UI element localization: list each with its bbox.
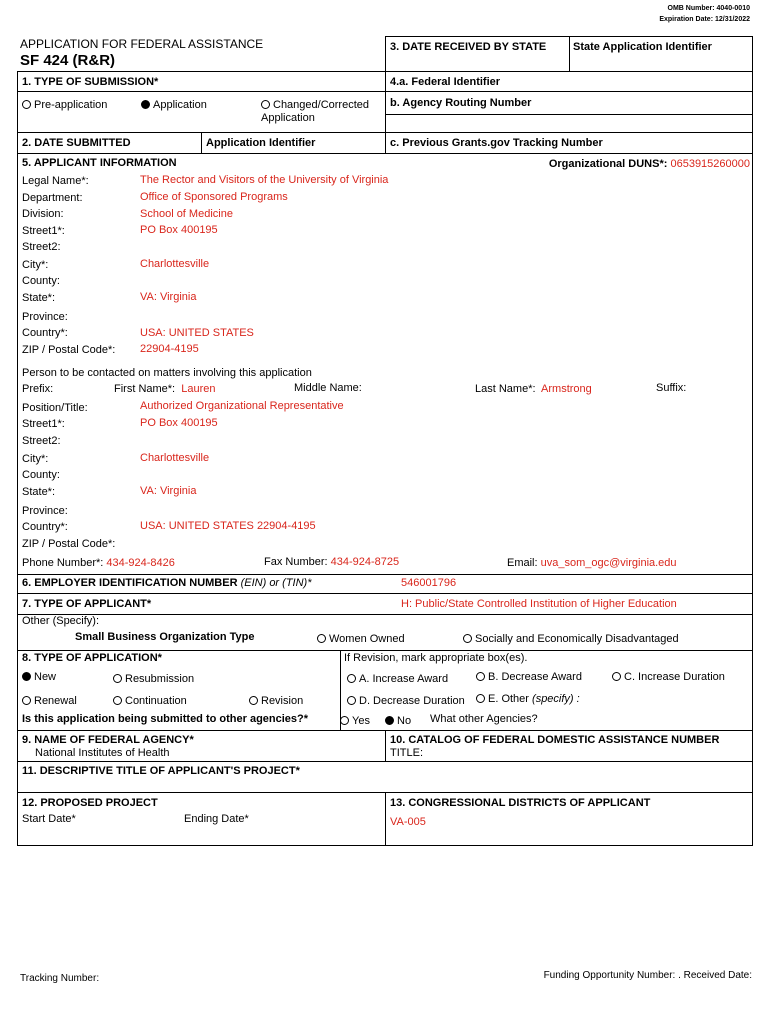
federal-agency-label: 9. NAME OF FEDERAL AGENCY* (22, 734, 194, 746)
cfda-label: 10. CATALOG OF FEDERAL DOMESTIC ASSISTANCE NUMBER (390, 734, 720, 746)
rule (385, 730, 386, 761)
checkbox-disadvantaged[interactable] (463, 633, 679, 645)
radio-icon (476, 694, 485, 703)
previous-tracking-label: c. Previous Grants.gov Tracking Number (390, 137, 603, 149)
rule (17, 650, 753, 651)
expiration-date: Expiration Date: 12/31/2022 (659, 16, 750, 23)
women-owned-label: Women Owned (329, 633, 405, 645)
contact-state-label: State*: (22, 486, 56, 498)
radio-yes[interactable] (340, 715, 370, 727)
radio-icon (22, 696, 31, 705)
divider-col (385, 36, 386, 154)
radio-resubmission[interactable] (113, 673, 194, 685)
radio-selected-icon (141, 100, 150, 109)
duns-value: 0653915260000 (670, 158, 750, 170)
federal-identifier-label: 4.a. Federal Identifier (390, 76, 501, 88)
email-label: Email: (507, 557, 538, 569)
contact-street2-label: Street2: (22, 435, 61, 447)
contact-street1-value: PO Box 400195 (140, 417, 218, 429)
fax-value: 434-924-8725 (330, 556, 400, 568)
new-label: New (34, 671, 57, 683)
congressional-districts-value: VA-005 (390, 816, 426, 828)
changed-label: Changed/Corrected (273, 99, 370, 111)
form-title: APPLICATION FOR FEDERAL ASSISTANCE (20, 37, 264, 51)
preapplication-label: Pre-application (34, 99, 108, 111)
frame-right (752, 36, 753, 846)
other-specify-label: Other (Specify): (22, 615, 100, 627)
country-label: Country*: (22, 327, 68, 339)
rule (17, 845, 753, 846)
radio-icon (261, 100, 270, 109)
zip-value: 22904-4195 (140, 343, 199, 355)
rule (17, 71, 753, 72)
continuation-label: Continuation (125, 695, 187, 707)
checkbox-decrease-duration[interactable] (347, 695, 465, 707)
contact-city-value: Charlottesville (140, 452, 210, 464)
department-label: Department: (22, 192, 83, 204)
radio-icon (249, 696, 258, 705)
first-name-field (114, 383, 216, 395)
radio-icon (113, 696, 122, 705)
divider-state (569, 36, 570, 72)
omb-number: OMB Number: 4040-0010 (667, 5, 750, 12)
no-label: No (397, 715, 412, 727)
applicant-type-label: 7. TYPE OF APPLICANT* (22, 598, 152, 610)
fax-label: Fax Number: (264, 556, 328, 568)
revision-note: If Revision, mark appropriate box(es). (344, 652, 528, 664)
start-date-label: Start Date* (22, 813, 76, 825)
other-specify-label: (specify) : (532, 693, 580, 705)
proposed-project-label: 12. PROPOSED PROJECT (22, 797, 158, 809)
first-name-label: First Name*: (114, 383, 176, 395)
yes-label: Yes (352, 715, 370, 727)
city-label: City*: (22, 259, 49, 271)
radio-icon (113, 674, 122, 683)
radio-icon (22, 100, 31, 109)
radio-icon (463, 634, 472, 643)
rule (17, 614, 753, 615)
middle-name-label: Middle Name: (294, 382, 362, 394)
street1-label: Street1*: (22, 225, 65, 237)
last-name-label: Last Name*: (475, 383, 536, 395)
rule (17, 761, 753, 762)
radio-no[interactable] (385, 715, 411, 727)
contact-city-label: City*: (22, 453, 49, 465)
revision-label: Revision (261, 695, 304, 707)
state-app-id-label: State Application Identifier (573, 41, 712, 53)
contact-country-value: USA: UNITED STATES 22904-4195 (140, 520, 316, 532)
date-received-label: 3. DATE RECEIVED BY STATE (390, 41, 547, 53)
other-agencies-question: Is this application being submitted to other agencies?* (22, 713, 309, 725)
contact-state-value: VA: Virginia (140, 485, 197, 497)
province-label: Province: (22, 311, 68, 323)
rule (17, 593, 753, 594)
checkbox-decrease-award[interactable] (476, 671, 582, 683)
radio-icon (612, 672, 621, 681)
rule (385, 114, 753, 115)
legal-name-label: Legal Name*: (22, 175, 89, 187)
radio-selected-icon (22, 672, 31, 681)
street2-label: Street2: (22, 241, 61, 253)
rule (17, 153, 753, 154)
county-label: County: (22, 275, 60, 287)
radio-renewal[interactable] (22, 695, 77, 707)
contact-zip-label: ZIP / Postal Code*: (22, 538, 116, 550)
radio-revision[interactable] (249, 695, 303, 707)
application-type-label: 8. TYPE OF APPLICATION* (22, 652, 162, 664)
decrease-duration-label: D. Decrease Duration (359, 695, 465, 707)
checkbox-other[interactable] (476, 693, 580, 705)
ein-label (22, 577, 311, 589)
what-other-agencies-label: What other Agencies? (430, 713, 538, 725)
first-name-value: Lauren (181, 383, 216, 395)
radio-icon (347, 696, 356, 705)
ein-label-sub: (EIN) or (TIN)* (240, 577, 312, 589)
contact-street1-label: Street1*: (22, 418, 65, 430)
checkbox-women-owned[interactable] (317, 633, 405, 645)
suffix-label: Suffix: (656, 382, 687, 394)
department-value: Office of Sponsored Programs (140, 191, 288, 203)
radio-icon (340, 716, 349, 725)
contact-county-label: County: (22, 469, 60, 481)
application-identifier-label: Application Identifier (206, 137, 316, 149)
duns-label: Organizational DUNS*: (548, 158, 668, 170)
sbo-type-label: Small Business Organization Type (75, 631, 255, 643)
rule (17, 574, 753, 575)
end-date-label: Ending Date* (184, 813, 249, 825)
last-name-value: Armstrong (541, 383, 592, 395)
applicant-type-value: H: Public/State Controlled Institution of Higher Education (401, 598, 677, 610)
prefix-label: Prefix: (22, 383, 54, 395)
position-label: Position/Title: (22, 402, 88, 414)
disadvantaged-label: Socially and Economically Disadvantaged (475, 633, 679, 645)
street1-value: PO Box 400195 (140, 224, 218, 236)
state-label: State*: (22, 292, 56, 304)
renewal-label: Renewal (34, 695, 77, 707)
decrease-award-label: B. Decrease Award (488, 671, 582, 683)
cfda-title-label: TITLE: (390, 747, 424, 759)
radio-selected-icon (385, 716, 394, 725)
checkbox-increase-award[interactable] (347, 673, 448, 685)
funding-opportunity-label: Funding Opportunity Number: . Received Date: (543, 970, 752, 981)
email-value: uva_som_ogc@virginia.edu (540, 557, 677, 569)
radio-application[interactable] (141, 99, 207, 111)
contact-heading: Person to be contacted on matters involving this application (22, 367, 312, 379)
country-value: USA: UNITED STATES (140, 327, 254, 339)
checkbox-increase-duration[interactable] (612, 671, 725, 683)
project-title-label: 11. DESCRIPTIVE TITLE OF APPLICANT'S PROJECT* (22, 765, 300, 777)
email-field (507, 557, 677, 569)
division-label: Division: (22, 208, 64, 220)
division-value: School of Medicine (140, 208, 233, 220)
ein-value: 546001796 (401, 577, 457, 589)
state-value: VA: Virginia (140, 291, 197, 303)
legal-name-value: The Rector and Visitors of the University of Virginia (140, 174, 389, 186)
submission-type-label: 1. TYPE OF SUBMISSION* (22, 76, 159, 88)
phone-label: Phone Number*: (22, 557, 104, 569)
federal-agency-value: National Institutes of Health (35, 747, 170, 759)
ein-label-main: 6. EMPLOYER IDENTIFICATION NUMBER (22, 577, 238, 589)
phone-field (22, 557, 175, 569)
radio-changed[interactable] (261, 99, 369, 111)
radio-continuation[interactable] (113, 695, 187, 707)
radio-icon (476, 672, 485, 681)
fax-field (264, 556, 399, 568)
rule (17, 132, 753, 133)
contact-province-label: Province: (22, 505, 68, 517)
rule (17, 91, 753, 92)
congressional-districts-label: 13. CONGRESSIONAL DISTRICTS OF APPLICANT (390, 797, 651, 809)
radio-icon (317, 634, 326, 643)
city-value: Charlottesville (140, 258, 210, 270)
form-number: SF 424 (R&R) (20, 52, 116, 69)
duns-field (549, 158, 750, 170)
increase-award-label: A. Increase Award (359, 673, 449, 685)
radio-preapplication[interactable] (22, 99, 107, 111)
increase-duration-label: C. Increase Duration (624, 671, 725, 683)
zip-label: ZIP / Postal Code*: (22, 344, 116, 356)
changed-label-2: Application (261, 112, 315, 124)
contact-country-label: Country*: (22, 521, 68, 533)
applicant-info-label: 5. APPLICANT INFORMATION (22, 157, 177, 169)
date-submitted-label: 2. DATE SUBMITTED (22, 137, 131, 149)
rule (385, 792, 386, 846)
phone-value: 434-924-8426 (106, 557, 175, 569)
application-label: Application (153, 99, 207, 111)
other-label: E. Other (488, 693, 529, 705)
tracking-number-label: Tracking Number: (20, 973, 100, 984)
resubmission-label: Resubmission (125, 673, 195, 685)
rule (201, 132, 202, 154)
position-value: Authorized Organizational Representative (140, 400, 344, 412)
radio-icon (347, 674, 356, 683)
radio-new[interactable] (22, 671, 56, 683)
agency-routing-label: b. Agency Routing Number (390, 97, 532, 109)
last-name-field (475, 383, 592, 395)
